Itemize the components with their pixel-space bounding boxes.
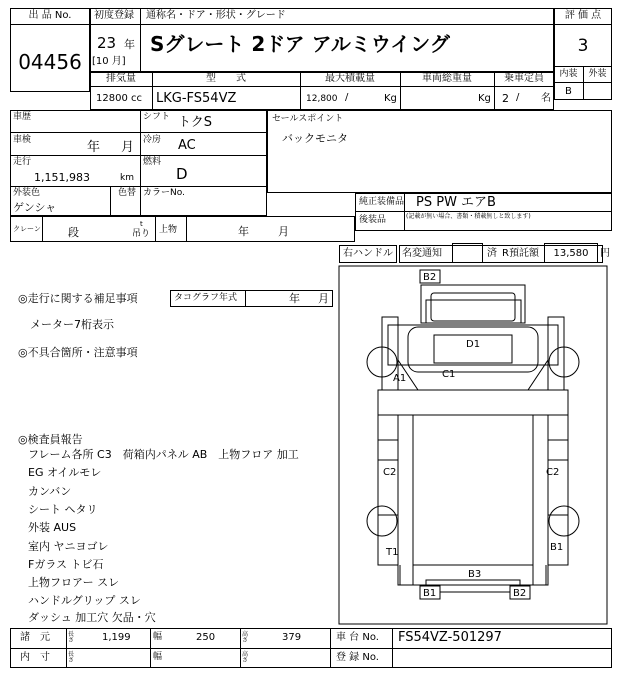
mark-d1: D1 bbox=[466, 339, 481, 350]
width-value: 250 bbox=[196, 632, 216, 643]
inner-length-label: 長さ bbox=[68, 651, 75, 664]
total-weight-unit: Kg bbox=[478, 93, 491, 104]
load-value: 12,800 bbox=[306, 94, 338, 104]
inspector-line: ダッシュ 加工穴 欠品・穴 bbox=[28, 611, 156, 624]
tachograph-year: 年 bbox=[289, 292, 300, 305]
name-change-checkbox[interactable] bbox=[452, 243, 483, 263]
chassis-label: 車 台 No. bbox=[336, 632, 379, 643]
fuel-value: D bbox=[176, 165, 188, 183]
lot-no-value: 04456 bbox=[18, 50, 82, 74]
crane-label: クレーン bbox=[13, 225, 41, 233]
color-no-label: カラーNo. bbox=[143, 188, 185, 198]
inspector-line: Fガラス トビ石 bbox=[28, 558, 104, 571]
tachograph-month: 月 bbox=[318, 292, 329, 305]
model-value: LKG-FS54VZ bbox=[156, 91, 237, 106]
inspection-month: 月 bbox=[121, 140, 135, 155]
first-reg-label: 初度登録 bbox=[94, 10, 134, 21]
shift-value: トクS bbox=[178, 115, 212, 130]
mileage-note-label: ◎走行に関する補足事項 bbox=[18, 292, 138, 305]
inner-width-label: 幅 bbox=[153, 652, 163, 662]
mark-b3: B3 bbox=[468, 569, 482, 580]
lot-no-label: 出 品 No. bbox=[28, 10, 72, 21]
mark-b2-top: B2 bbox=[423, 272, 437, 283]
displacement-unit: cc bbox=[131, 93, 142, 104]
recycle-value: 13,580 bbox=[553, 248, 589, 259]
mark-b2-bottom: B2 bbox=[513, 588, 527, 599]
mark-c1: C1 bbox=[442, 369, 456, 380]
ac-value: AC bbox=[178, 138, 196, 153]
body-month: 月 bbox=[278, 225, 289, 238]
length-value: 1,199 bbox=[102, 632, 131, 643]
exterior-label: 外装 bbox=[588, 69, 607, 79]
sales-point-value: バックモニタ bbox=[282, 132, 348, 145]
inspector-line: 外装 AUS bbox=[28, 521, 77, 534]
defects-label: ◎不具合箇所・注意事項 bbox=[18, 346, 138, 359]
registration-label: 登 録 No. bbox=[336, 652, 379, 663]
interior-score: B bbox=[565, 86, 572, 97]
spec-label: 諸 元 bbox=[20, 632, 50, 643]
load-slash: / bbox=[345, 92, 349, 103]
inner-label: 内 寸 bbox=[20, 652, 50, 663]
model-label: 型 式 bbox=[206, 73, 246, 84]
inspector-line: ハンドルグリップ スレ bbox=[28, 594, 141, 607]
capacity-value: 2 bbox=[502, 92, 509, 105]
reg-month: [10 月] bbox=[92, 56, 126, 67]
aftermarket-note: (記載が無い場合、書類・積載無しと致します) bbox=[406, 213, 531, 220]
exterior-color-value: ゲンシャ bbox=[13, 201, 57, 214]
capacity-label: 乗車定員 bbox=[504, 73, 544, 84]
crane-ton-bottom: 吊り bbox=[132, 229, 151, 239]
capacity-unit: 名 bbox=[541, 93, 551, 104]
recycle-prefix: 済 bbox=[487, 248, 497, 259]
reg-year: 23 bbox=[97, 34, 117, 52]
displacement-label: 排気量 bbox=[106, 73, 136, 84]
reg-year-unit: 年 bbox=[124, 38, 135, 51]
load-unit: Kg bbox=[384, 93, 397, 104]
std-equipment-label: 純正装備品 bbox=[359, 197, 405, 207]
inner-height-label: 高さ bbox=[242, 651, 249, 664]
inspector-line: 上物フロアー スレ bbox=[28, 576, 120, 589]
recycle-label: R預託額 bbox=[502, 248, 539, 259]
ac-label: 冷房 bbox=[143, 135, 162, 145]
steering-value: 右ハンドル bbox=[343, 248, 393, 259]
crane-stage: 段 bbox=[68, 226, 79, 239]
mark-b1-bottom: B1 bbox=[423, 588, 437, 599]
height-label: 高さ bbox=[242, 631, 249, 644]
length-label: 長さ bbox=[68, 631, 75, 644]
mark-c2-right: C2 bbox=[546, 467, 560, 478]
tachograph-label: タコグラフ年式 bbox=[174, 293, 238, 303]
sales-point-label: セールスポイント bbox=[272, 114, 344, 124]
height-value: 379 bbox=[282, 632, 302, 643]
inspector-line: フレーム各所 C3 荷箱内パネル AB 上物フロア 加工 bbox=[28, 448, 299, 461]
aftermarket-label: 後装品 bbox=[359, 215, 387, 225]
grade-text: Sグレート 2ドア アルミウイング bbox=[150, 32, 450, 56]
inspector-label: ◎検査員報告 bbox=[18, 433, 83, 446]
inspection-label: 車検 bbox=[13, 135, 32, 145]
color-code-label: 色替 bbox=[118, 188, 137, 198]
inspector-line: カンバン bbox=[28, 485, 72, 498]
inspector-line: 室内 ヤニヨゴレ bbox=[28, 540, 109, 553]
shift-label: シフト bbox=[143, 112, 171, 122]
mark-c2-left: C2 bbox=[383, 467, 397, 478]
score-label: 評 価 点 bbox=[564, 10, 602, 21]
exterior-color-label: 外装色 bbox=[13, 188, 41, 198]
mileage-value: 1,151,983 bbox=[34, 171, 90, 184]
fuel-label: 燃料 bbox=[143, 157, 162, 167]
inspection-year: 年 bbox=[87, 140, 101, 155]
width-label: 幅 bbox=[153, 632, 163, 642]
mark-b1-right: B1 bbox=[550, 542, 564, 553]
name-label: 通称名・ドア・形状・グレード bbox=[146, 10, 286, 21]
crane-ton-top: t bbox=[140, 220, 143, 228]
body-label: 上物 bbox=[159, 225, 178, 235]
load-label: 最大積載量 bbox=[325, 73, 375, 84]
inspector-line: EG オイルモレ bbox=[28, 466, 102, 479]
mark-a1: A1 bbox=[393, 373, 407, 384]
meter-note: メーター7桁表示 bbox=[30, 318, 114, 331]
name-change-label: 名変通知 bbox=[402, 248, 442, 259]
body-year: 年 bbox=[238, 225, 249, 238]
mark-t1: T1 bbox=[386, 547, 399, 558]
mileage-label: 走行 bbox=[13, 157, 32, 167]
std-equipment-value: PS PW エアB bbox=[416, 195, 496, 210]
history-label: 車歴 bbox=[13, 112, 32, 122]
capacity-slash: / bbox=[516, 92, 520, 103]
mileage-unit: km bbox=[120, 173, 134, 183]
crane-row bbox=[10, 216, 355, 242]
chassis-value: FS54VZ-501297 bbox=[398, 630, 502, 645]
score-value: 3 bbox=[577, 36, 589, 56]
total-weight-label: 車両総重量 bbox=[422, 73, 472, 84]
inspector-line: シート ヘタリ bbox=[28, 503, 98, 516]
displacement-value: 12800 bbox=[96, 93, 128, 104]
truck-diagram bbox=[338, 265, 608, 625]
recycle-unit: 円 bbox=[600, 248, 610, 259]
interior-label: 内装 bbox=[559, 69, 578, 79]
